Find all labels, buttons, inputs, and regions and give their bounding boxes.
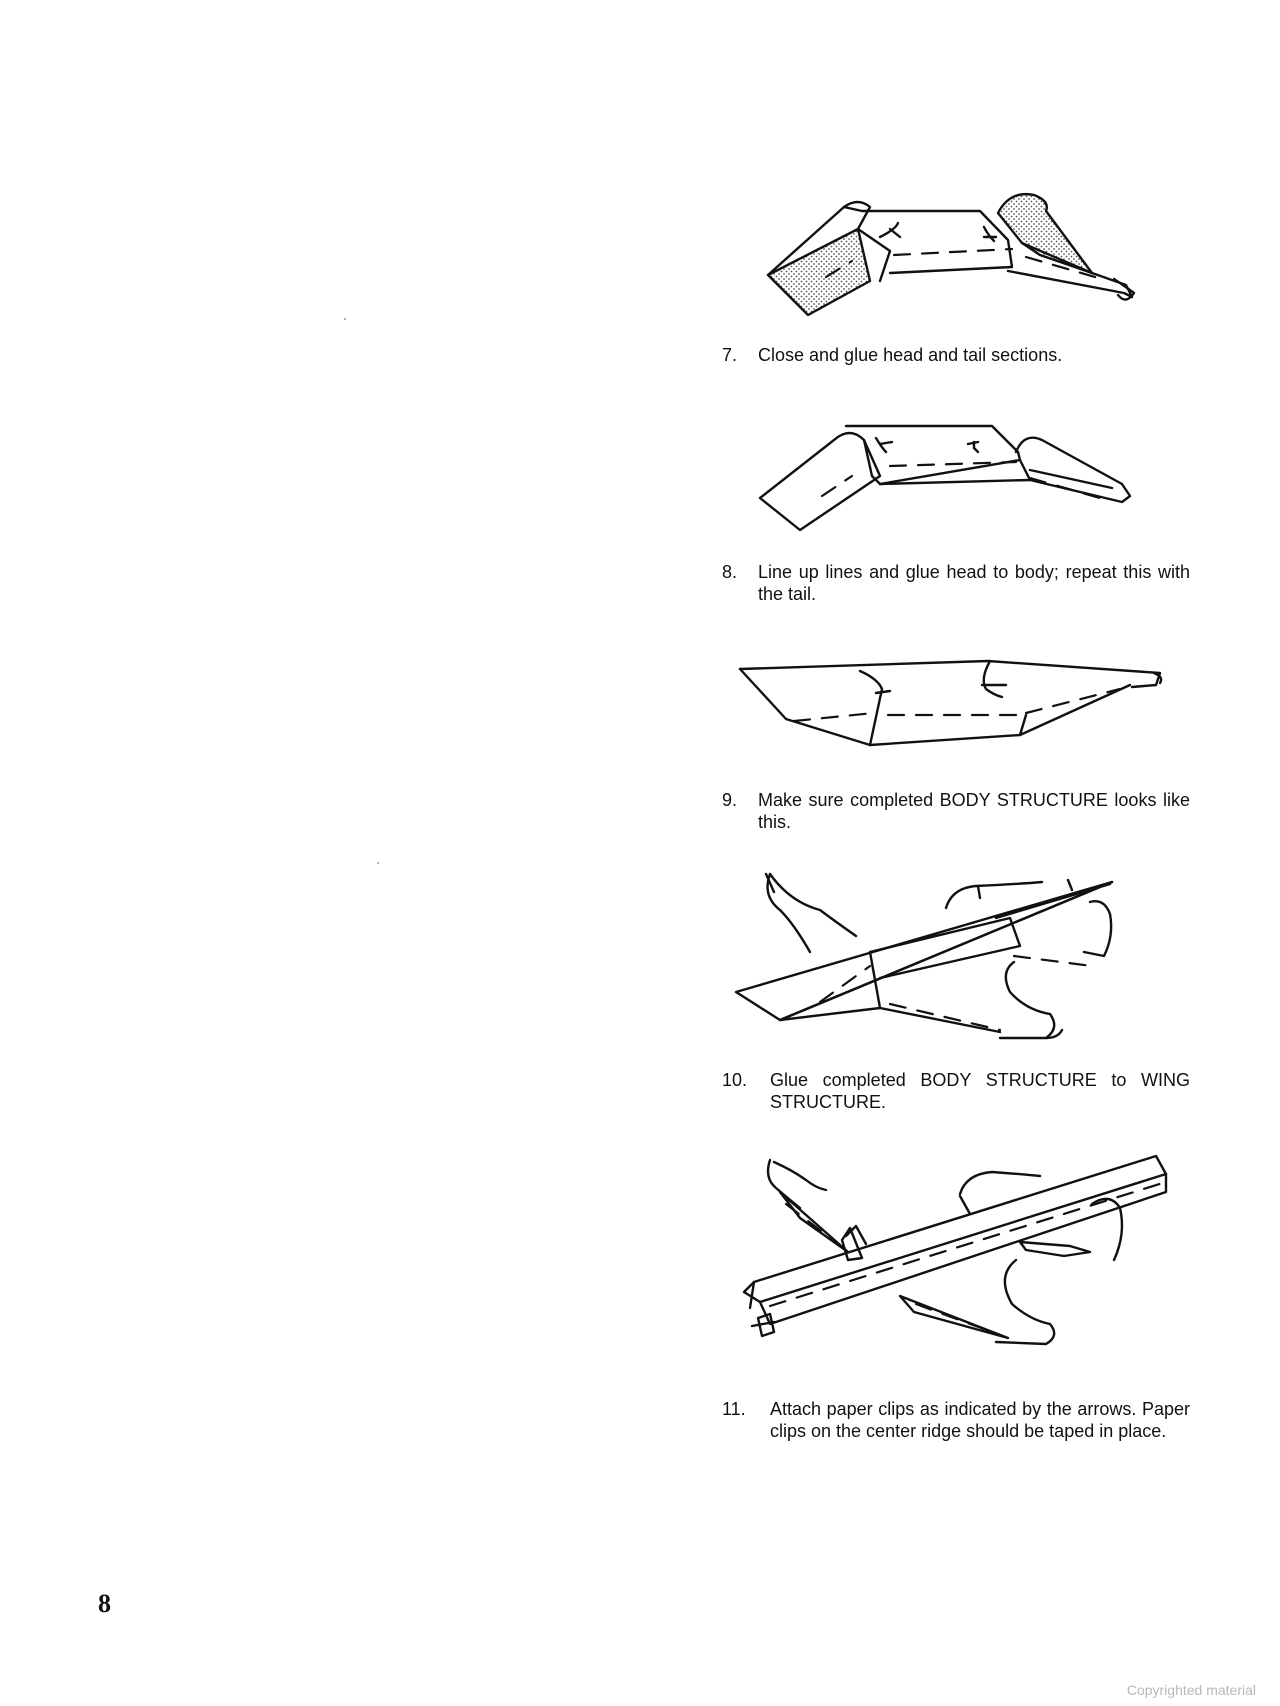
step-text: Attach paper clips as indicated by the arrows. Paper clips on the center ridge should be taped in place. (770, 1399, 1190, 1441)
step-7 (722, 344, 1190, 366)
step-10 (722, 1069, 1190, 1113)
step-text: Make sure completed BODY STRUCTURE looks like this. (758, 790, 1190, 832)
step-9 (722, 789, 1190, 833)
step-7-illustration (730, 185, 1190, 335)
step-text: Glue completed BODY STRUCTURE to WING STRUCTURE. (770, 1070, 1190, 1112)
speck (377, 862, 379, 864)
step-9-illustration (730, 655, 1190, 755)
step-text: Close and glue head and tail sections. (758, 345, 1063, 365)
step-number: 11. (722, 1399, 746, 1419)
step-8 (722, 561, 1190, 605)
step-number: 10. (722, 1070, 748, 1090)
step-number: 8. (722, 562, 738, 582)
step-10-illustration (730, 862, 1190, 1042)
step-8-illustration (730, 418, 1190, 538)
step-11-illustration (730, 1148, 1190, 1348)
step-text: Line up lines and glue head to body; repeat this with the tail. (758, 562, 1190, 604)
step-number: 7. (722, 345, 738, 365)
step-number: 9. (722, 790, 738, 810)
copyright-watermark: Copyrighted material (1126, 1682, 1256, 1698)
step-11 (722, 1398, 1190, 1442)
speck (344, 318, 346, 320)
page-number: 8 (98, 1589, 111, 1618)
